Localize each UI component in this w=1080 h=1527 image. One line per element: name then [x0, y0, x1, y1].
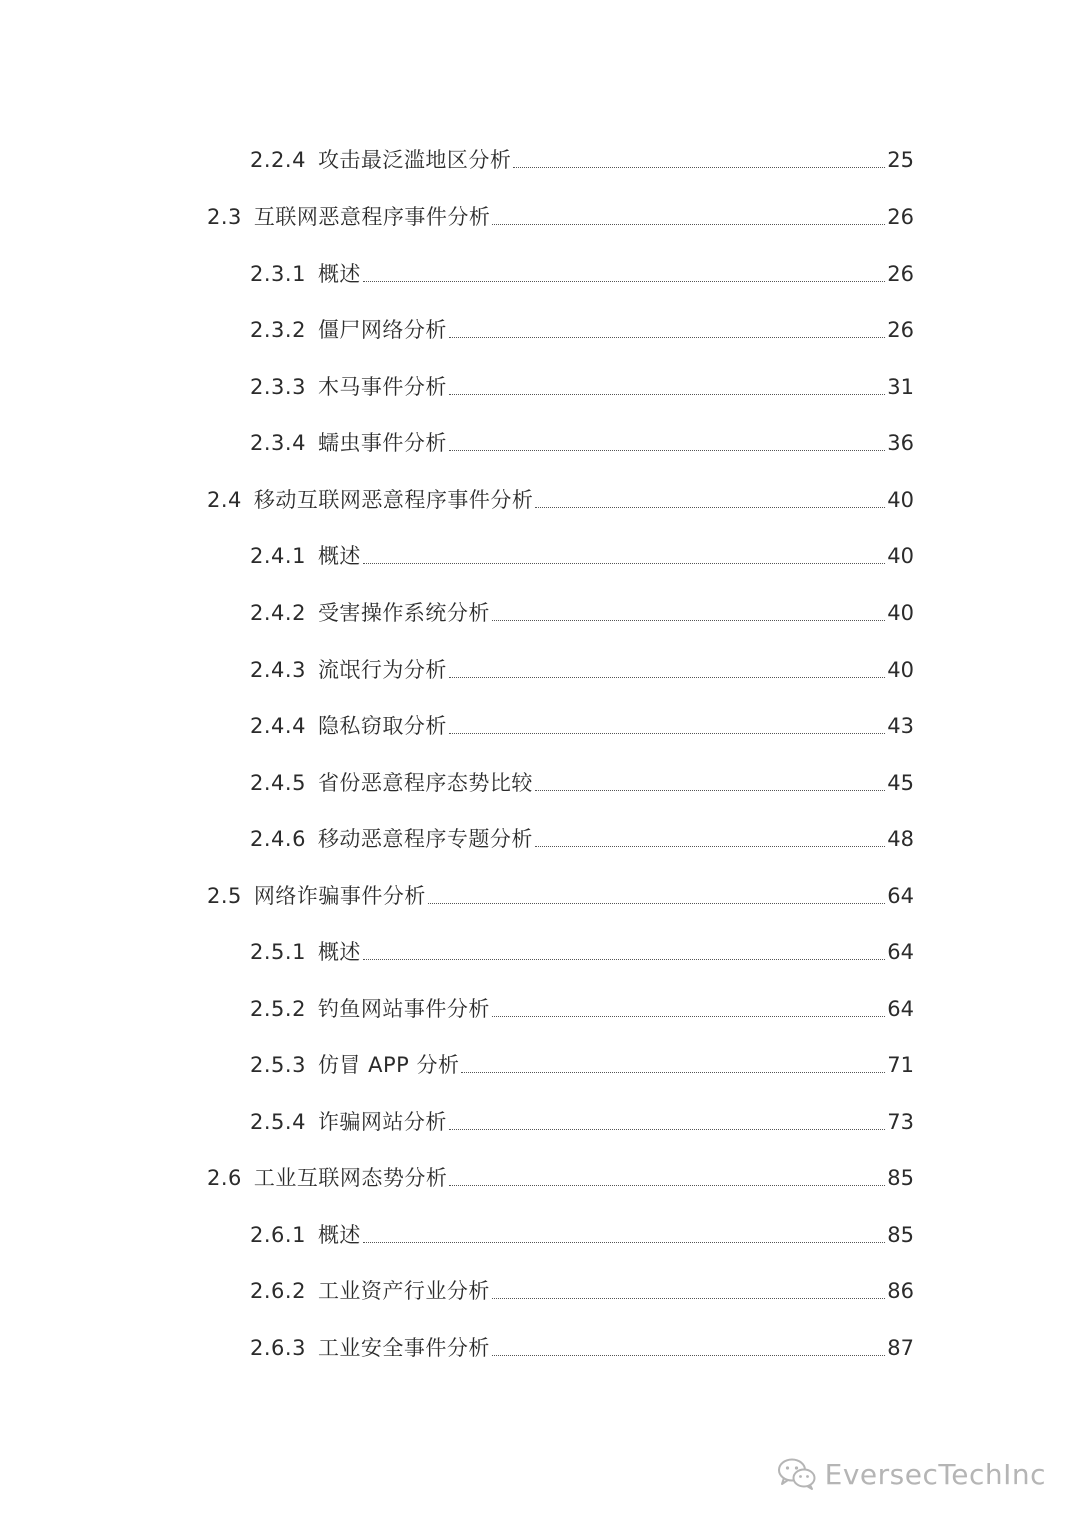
toc-entry-2-6[interactable]	[207, 1158, 914, 1192]
toc-entry-number: 2.5.4	[250, 1110, 306, 1134]
toc-entry-title: 互联网恶意程序事件分析	[253, 205, 491, 229]
toc-entry-page: 71	[887, 1053, 914, 1077]
toc-entry-number: 2.2.4	[250, 148, 306, 172]
toc-entry-number: 2.5	[207, 884, 242, 908]
toc-entry-2-4-3[interactable]	[250, 650, 914, 684]
toc-entry-2-4-4[interactable]	[250, 706, 914, 740]
toc-entry-page: 85	[887, 1166, 914, 1190]
toc-entry-page: 85	[887, 1223, 914, 1247]
toc-leader-dots	[363, 563, 885, 564]
toc-entry-number: 2.5.3	[250, 1053, 306, 1077]
toc-entry-title: 攻击最泛滥地区分析	[317, 148, 512, 172]
toc-entry-page: 31	[887, 375, 914, 399]
toc-entry-2-3-1[interactable]	[250, 254, 914, 288]
toc-leader-dots	[492, 1355, 885, 1356]
toc-entry-2-4-5[interactable]	[250, 763, 914, 797]
toc-entry-title: 概述	[317, 1223, 361, 1247]
toc-entry-number: 2.4.6	[250, 827, 306, 851]
toc-leader-dots	[363, 281, 885, 282]
toc-leader-dots	[461, 1072, 885, 1073]
toc-leader-dots	[535, 846, 885, 847]
toc-leader-dots	[449, 1129, 885, 1130]
toc-entry-page: 48	[887, 827, 914, 851]
toc-entry-number: 2.3.4	[250, 431, 306, 455]
toc-entry-number: 2.3.2	[250, 318, 306, 342]
toc-entry-2-5-4[interactable]	[250, 1102, 914, 1136]
toc-entry-page: 64	[887, 884, 914, 908]
toc-entry-title: 诈骗网站分析	[317, 1110, 447, 1134]
watermark	[777, 1457, 1046, 1491]
toc-entry-title: 流氓行为分析	[317, 658, 447, 682]
toc-entry-page: 36	[887, 431, 914, 455]
toc-entry-2-6-2[interactable]	[250, 1271, 914, 1305]
toc-entry-page: 86	[887, 1279, 914, 1303]
toc-leader-dots	[492, 1016, 885, 1017]
toc-entry-number: 2.4.2	[250, 601, 306, 625]
toc-entry-2-3-2[interactable]	[250, 310, 914, 344]
toc-leader-dots	[363, 959, 885, 960]
toc-entry-page: 26	[887, 318, 914, 342]
toc-entry-number: 2.4.1	[250, 544, 306, 568]
toc-entry-number: 2.3	[207, 205, 242, 229]
toc-leader-dots	[535, 507, 885, 508]
watermark-text: EversecTechInc	[824, 1457, 1046, 1491]
toc-entry-title: 移动互联网恶意程序事件分析	[253, 488, 534, 512]
toc-leader-dots	[449, 337, 885, 338]
toc-entry-title: 钓鱼网站事件分析	[317, 997, 490, 1021]
toc-entry-title: 概述	[317, 940, 361, 964]
toc-leader-dots	[492, 1298, 885, 1299]
toc-leader-dots	[492, 224, 885, 225]
toc-entry-title: 僵尸网络分析	[317, 318, 447, 342]
toc-entry-title: 工业互联网态势分析	[253, 1166, 448, 1190]
toc-entry-title: 移动恶意程序专题分析	[317, 827, 533, 851]
toc-entry-number: 2.6.3	[250, 1336, 306, 1360]
wechat-icon	[777, 1457, 817, 1491]
toc-entry-title: 概述	[317, 544, 361, 568]
toc-entry-number: 2.5.2	[250, 997, 306, 1021]
toc-leader-dots	[449, 450, 885, 451]
toc-entry-title: 隐私窃取分析	[317, 714, 447, 738]
toc-entry-2-3[interactable]	[207, 197, 914, 231]
toc-leader-dots	[513, 167, 885, 168]
toc-entry-title: 仿冒 APP 分析	[317, 1053, 460, 1077]
toc-entry-title: 概述	[317, 262, 361, 286]
toc-entry-2-3-3[interactable]	[250, 367, 914, 401]
toc-entry-2-4-2[interactable]	[250, 593, 914, 627]
toc-entry-number: 2.6.2	[250, 1279, 306, 1303]
toc-entry-page: 87	[887, 1336, 914, 1360]
toc-leader-dots	[449, 677, 885, 678]
toc-leader-dots	[363, 1242, 885, 1243]
toc-entry-2-4-1[interactable]	[250, 536, 914, 570]
toc-entry-2-3-4[interactable]	[250, 423, 914, 457]
toc-leader-dots	[449, 1185, 885, 1186]
toc-leader-dots	[449, 733, 885, 734]
toc-entry-page: 40	[887, 488, 914, 512]
toc-entry-page: 64	[887, 997, 914, 1021]
toc-entry-page: 73	[887, 1110, 914, 1134]
toc-entry-title: 网络诈骗事件分析	[253, 884, 426, 908]
toc-entry-title: 木马事件分析	[317, 375, 447, 399]
toc-entry-number: 2.4.4	[250, 714, 306, 738]
toc-entry-2-5[interactable]	[207, 876, 914, 910]
toc-leader-dots	[535, 790, 885, 791]
toc-entry-number: 2.3.3	[250, 375, 306, 399]
toc-entry-page: 43	[887, 714, 914, 738]
toc-entry-page: 40	[887, 544, 914, 568]
toc-entry-page: 40	[887, 601, 914, 625]
toc-entry-page: 45	[887, 771, 914, 795]
toc-leader-dots	[492, 620, 885, 621]
toc-entry-page: 25	[887, 148, 914, 172]
toc-leader-dots	[449, 394, 885, 395]
toc-entry-title: 省份恶意程序态势比较	[317, 771, 533, 795]
toc-entry-title: 工业安全事件分析	[317, 1336, 490, 1360]
toc-entry-title: 受害操作系统分析	[317, 601, 490, 625]
toc-entry-2-4[interactable]	[207, 480, 914, 514]
toc-entry-number: 2.4	[207, 488, 242, 512]
toc-entry-page: 40	[887, 658, 914, 682]
toc-entry-number: 2.5.1	[250, 940, 306, 964]
toc-entry-2-5-1[interactable]	[250, 932, 914, 966]
toc-entry-2-6-3[interactable]	[250, 1328, 914, 1362]
toc-entry-2-5-2[interactable]	[250, 989, 914, 1023]
toc-entry-2-5-3[interactable]	[250, 1045, 914, 1079]
toc-entry-2-6-1[interactable]	[250, 1215, 914, 1249]
toc-leader-dots	[428, 903, 885, 904]
toc-entry-2-2-4[interactable]	[250, 140, 914, 174]
toc-entry-number: 2.4.3	[250, 658, 306, 682]
toc-entry-title: 蠕虫事件分析	[317, 431, 447, 455]
toc-entry-2-4-6[interactable]	[250, 819, 914, 853]
toc-entry-number: 2.3.1	[250, 262, 306, 286]
toc-entry-page: 26	[887, 205, 914, 229]
toc-entry-page: 64	[887, 940, 914, 964]
toc-entry-number: 2.6.1	[250, 1223, 306, 1247]
toc-entry-number: 2.4.5	[250, 771, 306, 795]
toc-entry-number: 2.6	[207, 1166, 242, 1190]
toc-entry-title: 工业资产行业分析	[317, 1279, 490, 1303]
toc-entry-page: 26	[887, 262, 914, 286]
